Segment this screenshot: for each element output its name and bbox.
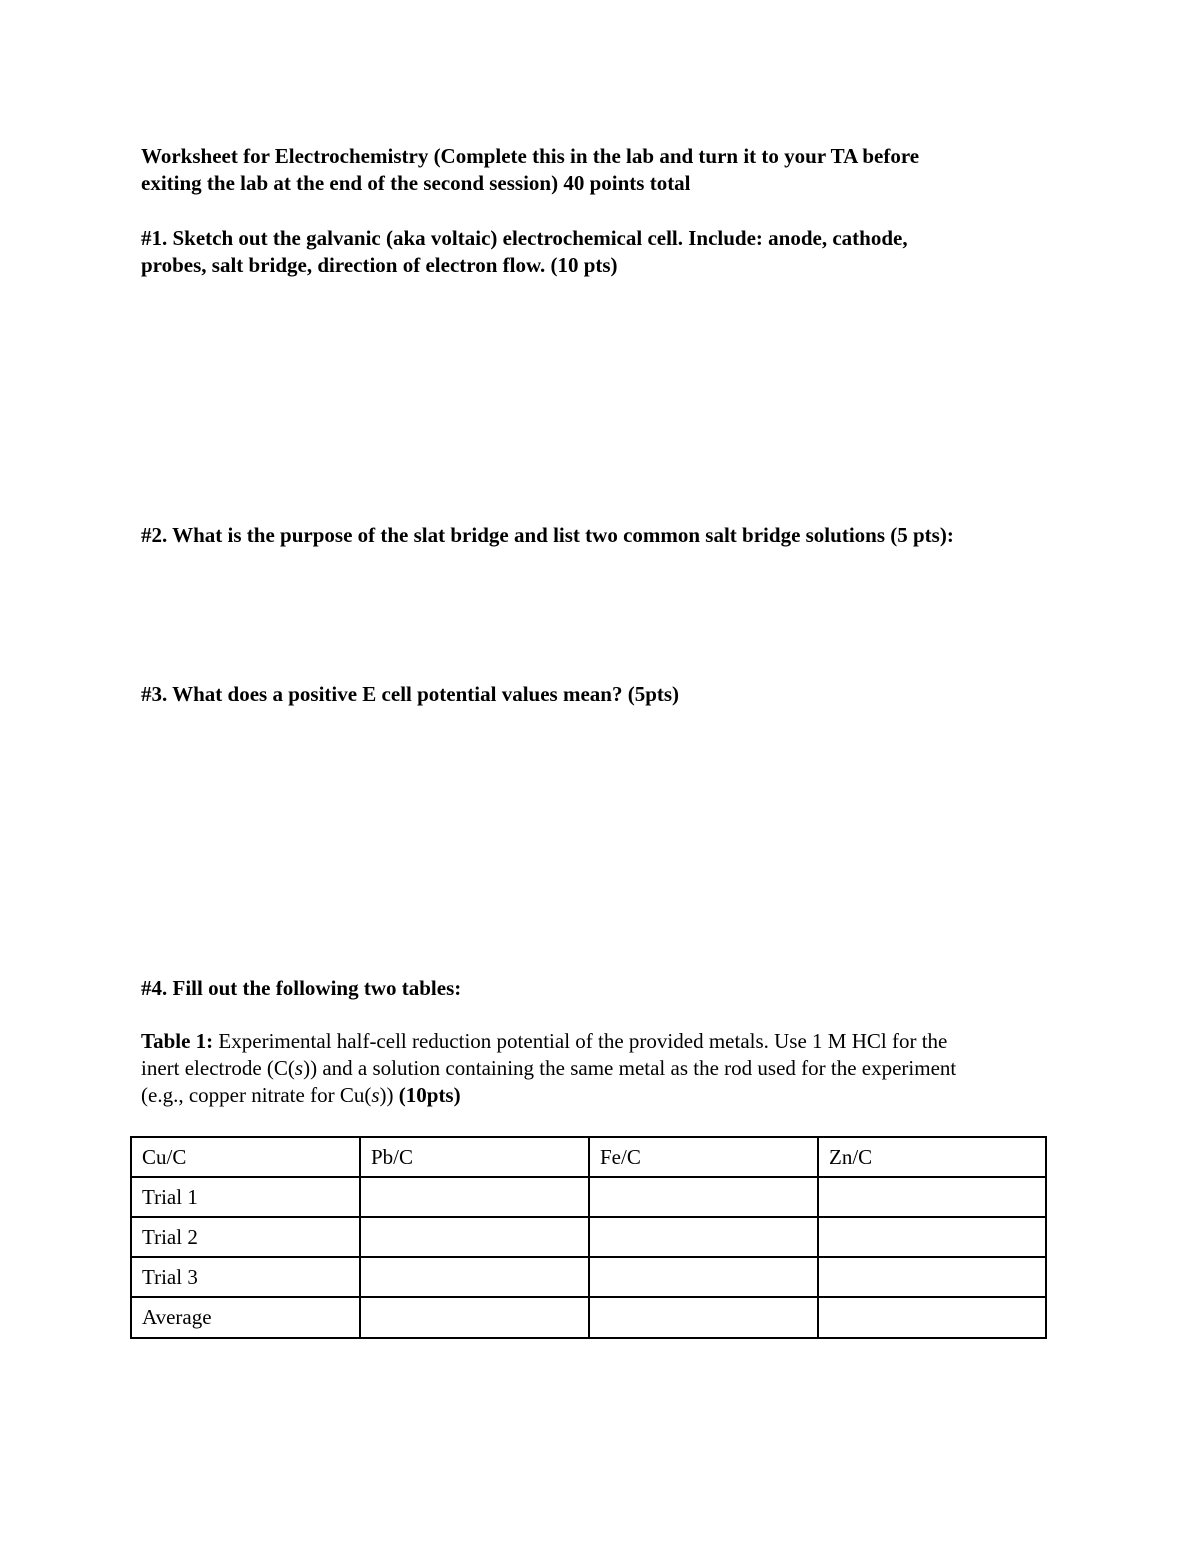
answer-cell[interactable]	[360, 1297, 589, 1338]
worksheet-title	[141, 143, 1071, 197]
table-1	[130, 1136, 1047, 1339]
question-2	[141, 522, 1071, 549]
row-label-average: Average	[131, 1297, 360, 1338]
row-label-trial-2: Trial 2	[131, 1217, 360, 1257]
question-1-line-2: probes, salt bridge, direction of electron flow. (10 pts)	[141, 253, 618, 277]
table-1-caption-line-1	[141, 1028, 1071, 1055]
answer-cell[interactable]	[818, 1177, 1046, 1217]
caption-line-3-italic: s	[371, 1083, 380, 1107]
row-label-trial-3: Trial 3	[131, 1257, 360, 1297]
header-cell-zn-c: Zn/C	[818, 1137, 1046, 1177]
table-header-row	[131, 1137, 1046, 1177]
answer-cell[interactable]	[818, 1257, 1046, 1297]
caption-line-3-end: ))	[379, 1083, 399, 1107]
caption-line-2-start: inert electrode (C(	[141, 1056, 295, 1080]
header-cell-fe-c: Fe/C	[589, 1137, 818, 1177]
answer-cell[interactable]	[589, 1257, 818, 1297]
table-1-label: Table 1:	[141, 1029, 214, 1053]
answer-cell[interactable]	[589, 1217, 818, 1257]
answer-cell[interactable]	[818, 1217, 1046, 1257]
title-line-1: Worksheet for Electrochemistry (Complete this in the lab and turn it to your TA before	[141, 144, 920, 168]
caption-line-3-start: (e.g., copper nitrate for Cu(	[141, 1083, 372, 1107]
header-cell-cu-c: Cu/C	[131, 1137, 360, 1177]
answer-cell[interactable]	[360, 1257, 589, 1297]
table-1-points: (10pts)	[398, 1083, 461, 1107]
question-1-line-1: #1. Sketch out the galvanic (aka voltaic) electrochemical cell. Include: anode, cathode,	[141, 226, 908, 250]
question-3	[141, 681, 1071, 708]
table-1-caption-line-3	[141, 1082, 1071, 1109]
table-1-caption-text-1: Experimental half-cell reduction potential of the provided metals. Use 1 M HCl for the	[213, 1029, 948, 1053]
row-label-trial-1: Trial 1	[131, 1177, 360, 1217]
answer-cell[interactable]	[360, 1217, 589, 1257]
caption-line-2-italic: s	[294, 1056, 304, 1080]
answer-cell[interactable]	[589, 1177, 818, 1217]
table-row	[131, 1257, 1046, 1297]
question-2-text: #2. What is the purpose of the slat bridge and list two common salt bridge solutions (5 pts):	[141, 523, 954, 547]
answer-cell[interactable]	[360, 1177, 589, 1217]
answer-cell[interactable]	[818, 1297, 1046, 1338]
header-cell-pb-c: Pb/C	[360, 1137, 589, 1177]
caption-line-2-end: )) and a solution containing the same metal as the rod used for the experiment	[303, 1056, 957, 1080]
table-1-caption	[141, 1028, 1071, 1109]
title-line-2: exiting the lab at the end of the second session) 40 points total	[141, 171, 691, 195]
question-4	[141, 975, 1071, 1002]
table-1-caption-line-2	[141, 1055, 1071, 1082]
table-row	[131, 1217, 1046, 1257]
table-row	[131, 1297, 1046, 1338]
answer-cell[interactable]	[589, 1297, 818, 1338]
table-row	[131, 1177, 1046, 1217]
question-4-text: #4. Fill out the following two tables:	[141, 976, 462, 1000]
question-3-text: #3. What does a positive E cell potential values mean? (5pts)	[141, 682, 680, 706]
question-1	[141, 225, 1071, 279]
